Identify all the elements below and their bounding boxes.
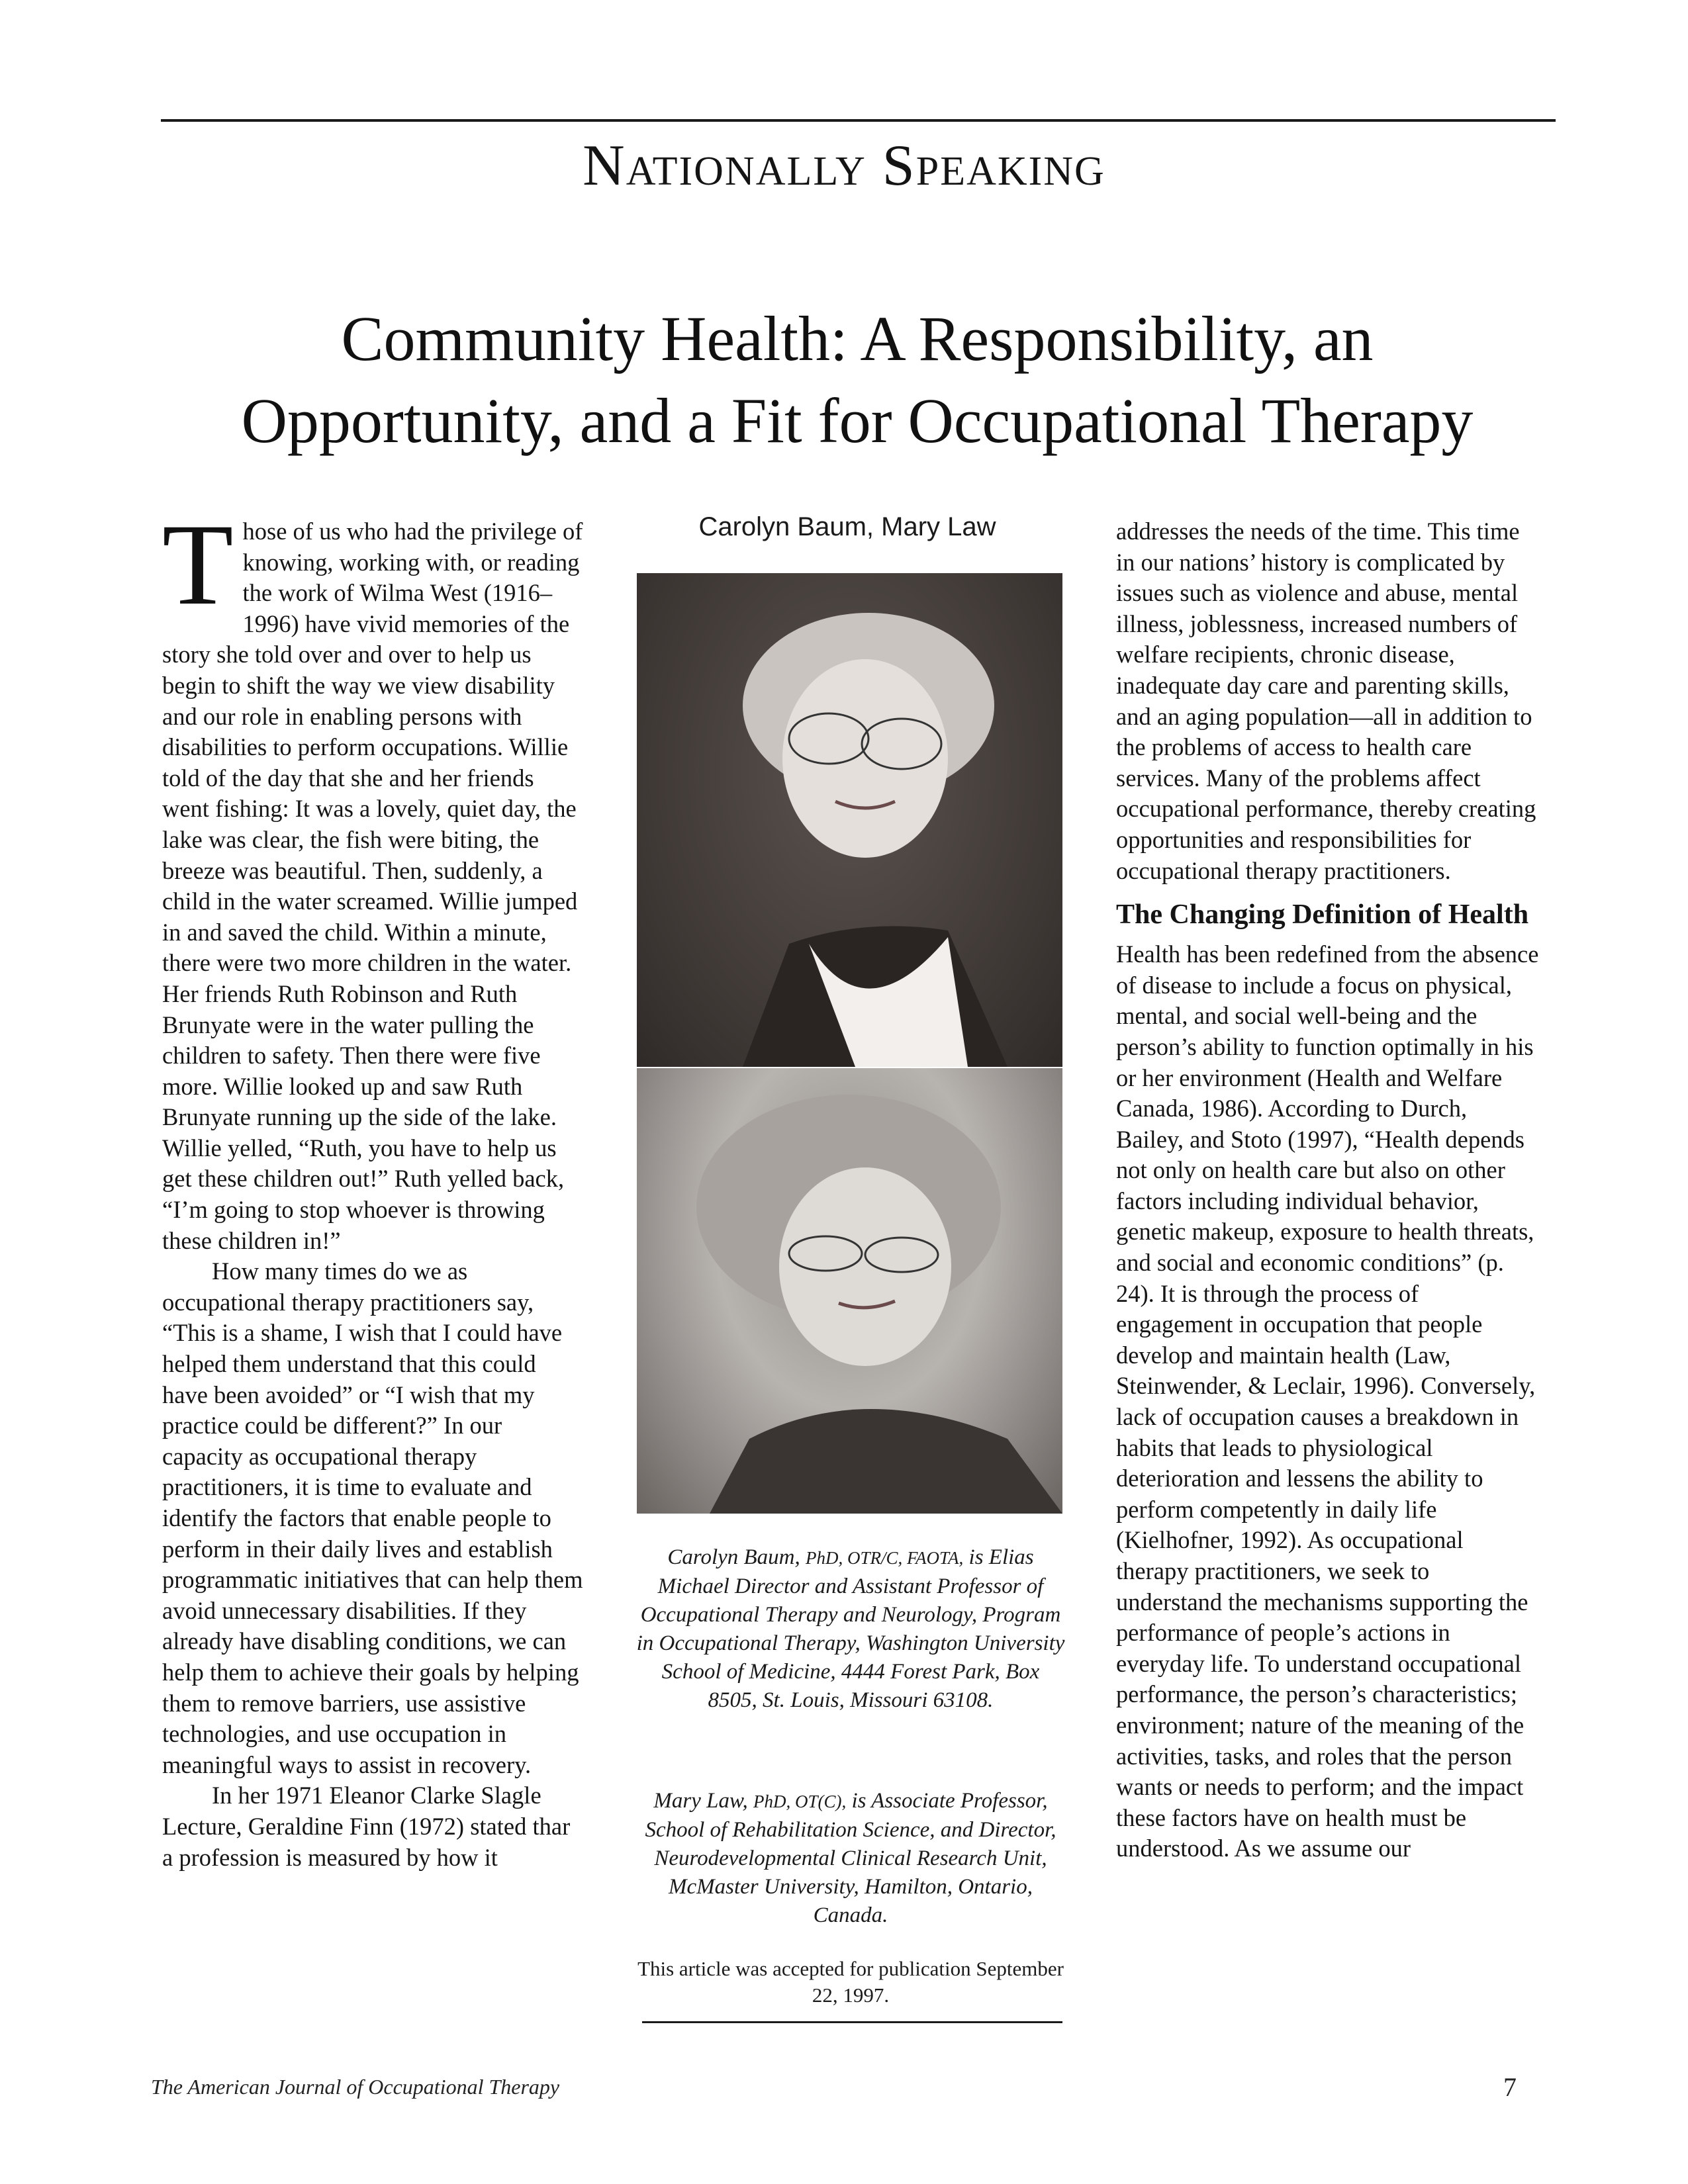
intro-text: hose of us who had the privilege of knowing, working with, or reading the work of Wilma West (1916–1996) have vivid memories of the story she told over and over to help us begin to shift the way we view disability and our role in enabling persons with disabilities to perform occupations. Willie told of the day that she and her friends went fishing: It was a lovely, quiet day, the lake was clear, the fish were biting, the breeze was beautiful. Then, suddenly, a child in the water screamed. Willie jumped in and saved the child. Within a minute, there were two more children in the water. Her friends Ruth Robinson and Ruth Brunyate were in the water pulling the children to safety. Then there were five more. Willie looked up and saw Ruth Brunyate running up the side of the lake. Willie yelled, “Ruth, you have to help us get these children out!” Ruth yelled back, “I’m going to stop whoever is throwing these children in!” (162, 518, 583, 1254)
section-kicker: Nationally Speaking (583, 134, 1105, 198)
bio-rule (642, 2021, 1062, 2023)
author-photo-baum (637, 573, 1062, 1067)
face-shape (782, 659, 948, 858)
author-bio-baum (635, 1543, 1066, 1715)
bio-credentials: PhD, OTR/C, FAOTA, (806, 1548, 964, 1568)
intro-paragraph (162, 500, 586, 1256)
acceptance-note: This article was accepted for publication September 22, 1997. (637, 1957, 1064, 2007)
bio-text: is Associate Professor, School of Rehabilitation Science, and Director, Neurodevelopmental Clinical Research Unit, McMaster University, Hamilton, Ontario, Canada. (645, 1789, 1056, 1927)
portrait-illustration (637, 573, 1062, 1067)
section-heading: The Changing Definition of Health (1116, 899, 1529, 931)
author-photo-law (637, 1068, 1062, 1514)
body-paragraph: Health has been redefined from the absence of disease to include a focus on physical, mental, and social well-being and the person’s ability to function optimally in his or her environment (Health and Welfare Canada, 1986). According to Durch, Bailey, and Stoto (1997), “Health depends not only on health care but also on other factors including individual behavior, genetic makeup, exposure to health threats, and social and economic conditions” (p. 24). It is through the process of engagement in occupation that people develop and maintain health (Law, Steinwender, & Leclair, 1996). Conversely, lack of occupation causes a breakdown in habits that leads to physiological deterioration and lessens the ability to perform competently in daily life (Kielhofner, 1992). As occupational therapy practitioners, we seek to understand the mechanisms supporting the performance of people’s actions in everyday life. To understand occupational performance, the person’s characteristics; environment; nature of the meaning of the activities, tasks, and roles that the person wants or needs to perform; and the impact these factors have on health must be understood. As we assume our (1116, 940, 1539, 1862)
bio-text: is Elias Michael Director and Assistant Professor of Occupational Therapy and Neurology, Program in Occupational Therapy, Washington University School of Medicine, 4444 Forest Park, Box 8505, St. Louis, Missouri 63108. (636, 1545, 1065, 1712)
body-paragraph: In her 1971 Eleanor Clarke Slagle Lecture, Geraldine Finn (1972) stated thar a profession is measured by how it (162, 1782, 571, 1871)
author-byline: Carolyn Baum, Mary Law (698, 512, 996, 541)
bio-name: Carolyn Baum, (667, 1545, 800, 1569)
title-line-2: Opportunity, and a Fit for Occupational Therapy (241, 385, 1474, 456)
portrait-illustration (637, 1068, 1062, 1514)
body-paragraph: addresses the needs of the time. This time in our nations’ history is complicated by issues such as violence and abuse, mental illness, joblessness, increased numbers of welfare recipients, chronic disease, inadequate day care and parenting skills, and an aging population—all in addition to the problems of access to health care services. Many of the problems affect occupational performance, thereby creating opportunities and responsibilities for occupational therapy practitioners. (1116, 518, 1536, 884)
plaid-jacket (710, 1409, 1062, 1514)
article-title (159, 298, 1556, 462)
body-paragraph: How many times do we as occupational therapy practitioners say, “This is a shame, I wish that I could have helped them understand that this could have been avoided” or “I wish that my practice could be different?” In our capacity as occupational therapy practitioners, it is time to evaluate and identify the factors that enable people to perform in their daily lives and establish programmatic initiatives that can help them avoid unnecessary disabilities. If they already have disabling conditions, we can help them to achieve their goals by helping them to remove barriers, use assistive technologies, and use occupation in meaningful ways to assist in recovery. (162, 1257, 583, 1778)
header-rule (161, 119, 1556, 122)
author-bio-law (635, 1787, 1066, 1930)
page-number: 7 (1503, 2072, 1517, 2102)
left-column (162, 500, 586, 1873)
right-column (1116, 516, 1540, 1864)
bio-credentials: PhD, OT(C), (753, 1792, 847, 1811)
drop-cap: T (162, 500, 234, 629)
journal-name: The American Journal of Occupational Therapy (151, 2075, 560, 2099)
bio-name: Mary Law, (653, 1789, 748, 1813)
title-line-1: Community Health: A Responsibility, an (341, 303, 1374, 374)
